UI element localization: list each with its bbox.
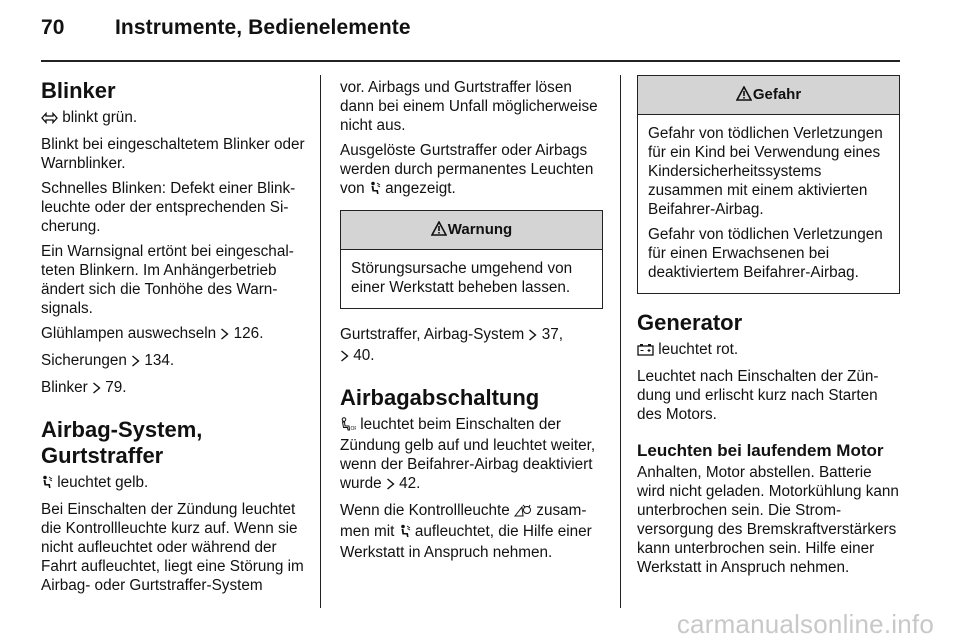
warning-header: Warnung [341,211,602,250]
generator-paragraph: Leuchtet nach Einschalten der Zündung und erlischt kurz nach Starten des Motors. [637,368,879,423]
airbag-paragraph-1: Bei Einschalten der Zündung leuchtet die Kontrollleuchte kurz auf. Wenn sie nicht aufleuchtet oder während der Fahrt aufleuchtet, liegt eine Störung im Airbag- oder Gurtstraffer-System [41,501,304,594]
airbag-off-icon [340,417,356,436]
page-ref-arrow-icon [340,348,349,367]
airbag-status: leuchtet gelb. [41,473,306,494]
page-ref-arrow-icon [386,476,395,495]
column-2 [340,78,603,568]
danger-header: Gefahr [638,76,899,115]
battery-icon [637,342,654,361]
danger-text-1: Gefahr von tödlichen Verletzungen für ein Kind bei Verwendung eines Kindersicherheitssystems zusammen mit einem aktivierten Beifahrer-Airbag. [648,125,883,218]
airbag-paragraph-2: vor. Airbags und Gurtstraffer lösen dann bei einem Unfall möglicherweise nicht aus. [340,79,598,134]
blinker-paragraph-3: Ein Warnsignal ertönt bei eingeschalteten Blinkern. Im Anhängerbetrieb ändert sich die Tonhöhe des Warnsignals. [41,243,294,317]
chapter-title: Instrumente, Bedienelemente [115,16,411,39]
airbag-inflation-icon [514,503,532,522]
airbag-deactivation-heading: Airbagabschaltung [340,385,540,410]
danger-box [637,75,900,294]
seat-airbag-icon [41,475,53,494]
blinker-paragraph-2: Schnelles Blinken: Defekt einer Blinkleuchte oder der entsprechenden Sicherung. [41,180,296,235]
warning-text: Störungsursache umgehend von einer Werkstatt beheben lassen. [351,260,573,296]
blinker-heading: Blinker [41,78,116,103]
blinker-status: blinkt grün. [41,108,306,129]
header-rule [41,60,900,62]
watermark: carmanualsonline.info [676,609,934,639]
airbag-heading-line2: Gurtstraffer [41,443,164,468]
page-number: 70 [41,16,65,39]
blinker-paragraph-1: Blinkt bei eingeschaltetem Blinker oder Warnblinker. [41,136,305,172]
warning-triangle-icon [431,213,447,251]
reference-fuses: Sicherungen 134. [41,351,306,372]
turn-signal-icon [41,110,58,129]
seat-airbag-icon [399,524,411,543]
airbag-heading-line1: Airbag-System, [41,417,203,442]
running-engine-heading: Leuchten bei laufendem Motor [637,441,884,460]
column-3 [637,75,900,583]
page-header [41,16,411,40]
seat-airbag-icon [369,181,381,200]
generator-heading: Generator [637,310,743,335]
deactivation-paragraph-1: O leuchtet beim Einschalten der Zündung gelb auf und leuchtet weiter, wenn der Beifahrer-Airbag deaktiviert wurde 42. [340,415,603,495]
danger-text-2: Gefahr von tödlichen Verletzungen für einen Erwachsenen bei deaktiviertem Beifahrer-Airbag. [648,226,883,281]
page-ref-arrow-icon [92,380,101,399]
warning-box [340,210,603,309]
warning-triangle-icon [736,78,752,116]
deactivation-paragraph-2: Wenn die Kontrollleuchte zusammen mit aufleuchtet, die Hilfe einer Werkstatt in Anspruch nehmen. [340,502,592,561]
generator-status: leuchtet rot. [637,340,900,361]
airbag-paragraph-3: Ausgelöste Gurtstraffer oder Airbags werden durch permanentes Leuchten von angezeigt. [340,141,603,200]
running-engine-paragraph: Anhalten, Motor abstellen. Batterie wird nicht geladen. Motorkühlung kann unterbrochen sein. Die Stromversorgung des Bremskraftverstärkers kann unterbrochen sein. Hilfe einer Werkstatt in Anspruch nehmen. [637,464,899,576]
svg-text:OFF: O [350,426,355,431]
reference-blinker: Blinker 79. [41,378,306,399]
reference-airbag: Gurtstraffer, Airbag-System 37, [340,325,603,346]
reference-airbag-2: 40. [340,346,603,367]
column-divider-2 [620,75,621,608]
page-ref-arrow-icon [131,353,140,372]
reference-bulbs: Glühlampen auswechseln 126. [41,324,306,345]
column-divider-1 [320,75,321,608]
column-1 [41,78,306,601]
